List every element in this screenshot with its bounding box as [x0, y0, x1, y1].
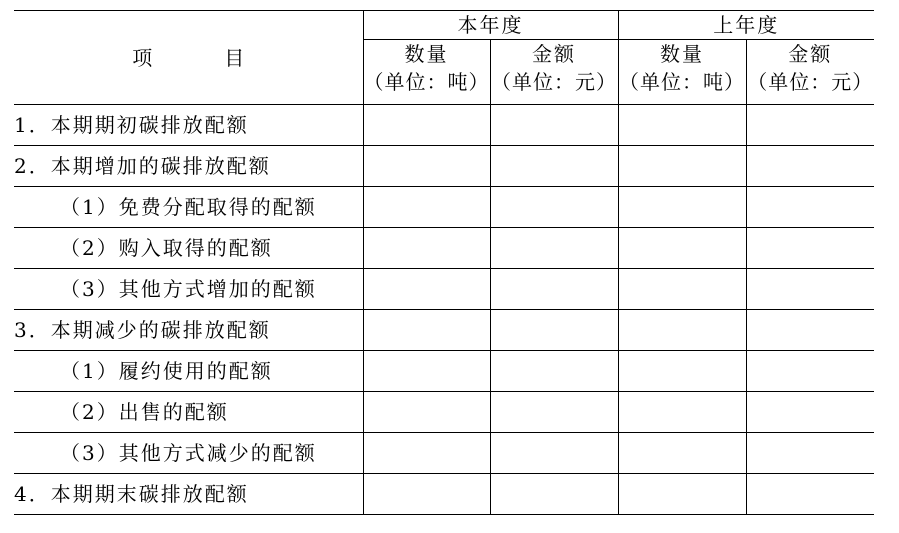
table-row [14, 310, 874, 351]
previous-year-quantity-cell [618, 392, 746, 433]
table-row [14, 474, 874, 515]
previous-year-amount-cell [746, 310, 874, 351]
table-row [14, 228, 874, 269]
previous-year-quantity-cell [618, 433, 746, 474]
current-year-quantity-cell [363, 269, 490, 310]
row-label: 3．本期减少的碳排放配额 [14, 310, 363, 351]
row-label: （1）免费分配取得的配额 [14, 187, 363, 228]
previous-year-amount-cell [746, 269, 874, 310]
quantity-label: 数量 [660, 42, 704, 66]
amount-label: 金额 [788, 42, 833, 66]
table-row [14, 433, 874, 474]
row-label: 4．本期期末碳排放配额 [14, 474, 363, 515]
current-year-quantity-cell [363, 187, 490, 228]
carbon-emission-allowance-table [14, 10, 874, 515]
current-year-quantity-cell [363, 351, 490, 392]
previous-year-quantity-cell [618, 310, 746, 351]
previous-year-amount-cell [746, 351, 874, 392]
table-row [14, 105, 874, 146]
table-row [14, 146, 874, 187]
current-year-quantity-cell [363, 310, 490, 351]
current-year-amount-cell [490, 310, 618, 351]
current-year-quantity-cell [363, 392, 490, 433]
row-label: （2）出售的配额 [14, 392, 363, 433]
previous-year-quantity-cell [618, 146, 746, 187]
table-row [14, 392, 874, 433]
previous-year-quantity-cell [618, 269, 746, 310]
row-label: （3）其他方式增加的配额 [14, 269, 363, 310]
row-label: （1）履约使用的配额 [14, 351, 363, 392]
quantity-unit-label: （单位：吨） [363, 70, 490, 94]
row-label: （2）购入取得的配额 [14, 228, 363, 269]
table-row [14, 351, 874, 392]
quantity-unit-label: （单位：吨） [619, 70, 745, 94]
current-year-amount-cell [490, 269, 618, 310]
item-column-header [14, 11, 363, 105]
quantity-label: 数量 [404, 42, 449, 66]
previous-year-quantity-cell [618, 105, 746, 146]
current-year-amount-cell [490, 228, 618, 269]
previous-year-amount-cell [746, 228, 874, 269]
current-year-amount-cell [490, 351, 618, 392]
current-year-quantity-cell [363, 433, 490, 474]
previous-year-amount-cell [746, 433, 874, 474]
current-year-amount-cell [490, 187, 618, 228]
previous-year-header: 上年度 [618, 11, 874, 40]
header-row-years [14, 11, 874, 40]
current-year-quantity-cell [363, 105, 490, 146]
amount-unit-label: （单位：元） [491, 70, 617, 94]
current-year-amount-cell [490, 433, 618, 474]
row-label: （3）其他方式减少的配额 [14, 433, 363, 474]
previous-year-amount-cell [746, 105, 874, 146]
previous-year-quantity-cell [618, 187, 746, 228]
previous-year-quantity-cell [618, 228, 746, 269]
amount-unit-label: （单位：元） [747, 70, 874, 94]
current-year-quantity-cell [363, 474, 490, 515]
item-column-header-label: 项 目 [132, 45, 271, 70]
previous-year-amount-header [746, 40, 874, 105]
current-year-header: 本年度 [363, 11, 618, 40]
previous-year-amount-cell [746, 187, 874, 228]
amount-label: 金额 [532, 42, 576, 66]
current-year-quantity-cell [363, 146, 490, 187]
table-row [14, 187, 874, 228]
table-row [14, 269, 874, 310]
previous-year-quantity-header [618, 40, 746, 105]
row-label: 1．本期期初碳排放配额 [14, 105, 363, 146]
previous-year-quantity-cell [618, 351, 746, 392]
row-label: 2．本期增加的碳排放配额 [14, 146, 363, 187]
current-year-amount-cell [490, 146, 618, 187]
current-year-quantity-cell [363, 228, 490, 269]
current-year-amount-cell [490, 105, 618, 146]
current-year-amount-cell [490, 392, 618, 433]
current-year-amount-cell [490, 474, 618, 515]
current-year-amount-header [490, 40, 618, 105]
previous-year-amount-cell [746, 146, 874, 187]
previous-year-amount-cell [746, 392, 874, 433]
previous-year-quantity-cell [618, 474, 746, 515]
current-year-quantity-header [363, 40, 490, 105]
previous-year-amount-cell [746, 474, 874, 515]
